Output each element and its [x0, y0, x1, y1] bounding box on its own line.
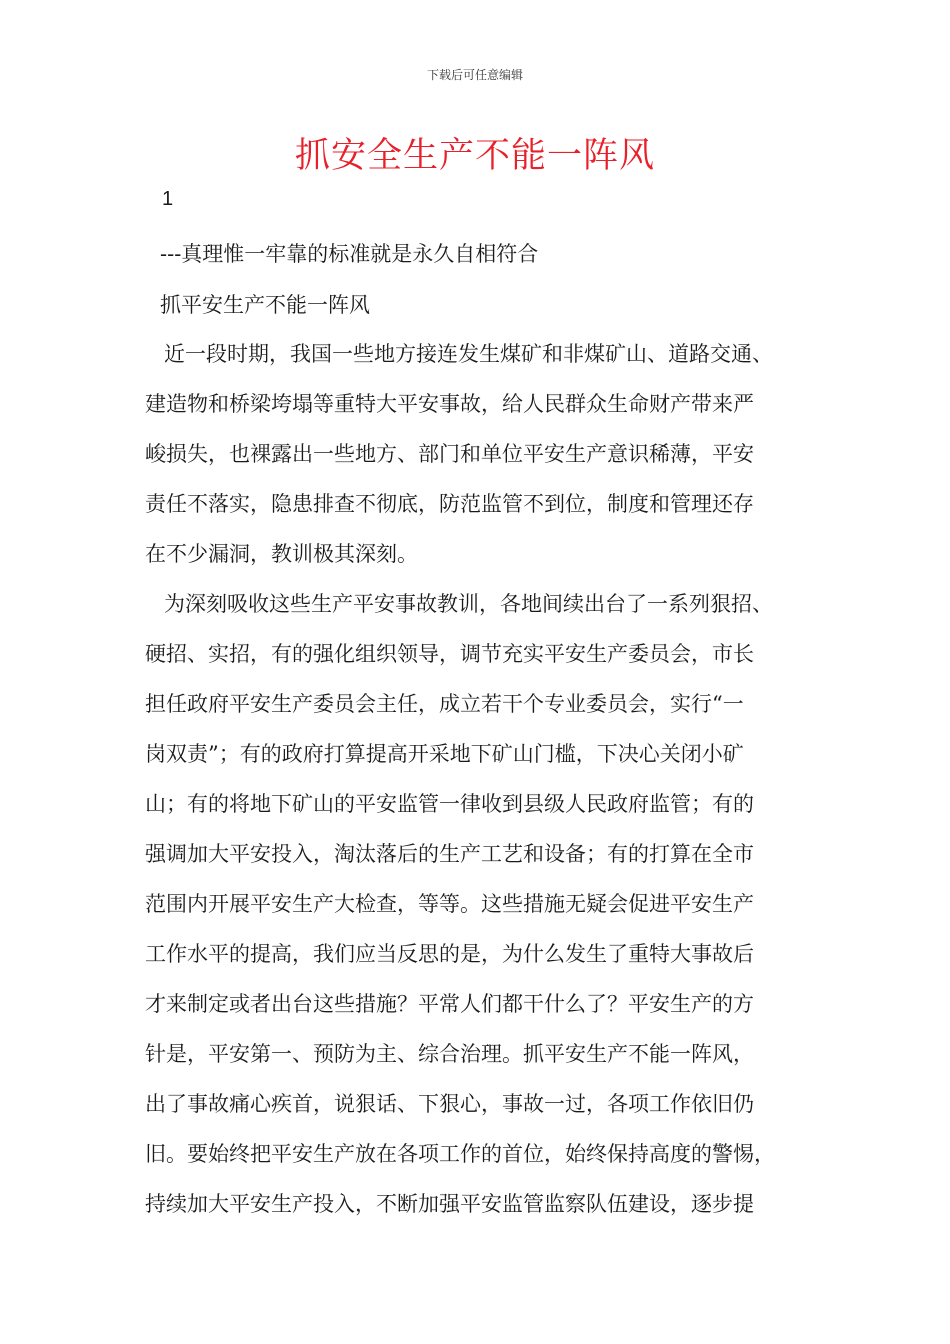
body-line: 强调加大平安投入，淘汰落后的生产工艺和设备；有的打算在全市 — [145, 842, 754, 866]
body-line: 在不少漏洞，教训极其深刻。 — [145, 542, 418, 566]
body-line: 范围内开展平安生产大检查，等等。这些措施无疑会促进平安生产 — [145, 892, 754, 916]
quote-line: ---真理惟一牢靠的标准就是永久自相符合 — [160, 242, 539, 266]
body-line: 建造物和桥梁垮塌等重特大平安事故，给人民群众生命财产带来严 — [145, 392, 754, 416]
body-line: 山；有的将地下矿山的平安监管一律收到县级人民政府监管；有的 — [145, 792, 754, 816]
body-line: 才来制定或者出台这些措施？平常人们都干什么了？平安生产的方 — [145, 992, 754, 1016]
body-line: 担任政府平安生产委员会主任，成立若干个专业委员会，实行“一 — [145, 692, 744, 716]
section-number: 1 — [162, 188, 174, 210]
body-line: 旧。要始终把平安生产放在各项工作的首位，始终保持高度的警惕， — [145, 1142, 775, 1166]
body-line: 针是，平安第一、预防为主、综合治理。抓平安生产不能一阵风， — [145, 1042, 754, 1066]
subtitle-line: 抓平安生产不能一阵风 — [160, 293, 370, 317]
body-line: 工作水平的提高，我们应当反思的是，为什么发生了重特大事故后 — [145, 942, 754, 966]
body-line: 岗双责”；有的政府打算提高开采地下矿山门槛，下决心关闭小矿 — [145, 742, 744, 766]
body-line: 近一段时期，我国一些地方接连发生煤矿和非煤矿山、道路交通、 — [164, 342, 773, 366]
body-line: 硬招、实招，有的强化组织领导，调节充实平安生产委员会，市长 — [145, 642, 754, 666]
header-note: 下载后可任意编辑 — [426, 68, 523, 82]
body-line: 峻损失，也裸露出一些地方、部门和单位平安生产意识稀薄，平安 — [145, 442, 754, 466]
body-line: 责任不落实，隐患排查不彻底，防范监管不到位，制度和管理还存 — [145, 492, 754, 516]
body-line: 持续加大平安生产投入，不断加强平安监管监察队伍建设，逐步提 — [145, 1192, 754, 1216]
body-line: 为深刻吸收这些生产平安事故教训，各地间续出台了一系列狠招、 — [164, 592, 773, 616]
document-title: 抓安全生产不能一阵风 — [294, 136, 655, 176]
body-line: 出了事故痛心疾首，说狠话、下狠心，事故一过，各项工作依旧仍 — [145, 1092, 754, 1116]
